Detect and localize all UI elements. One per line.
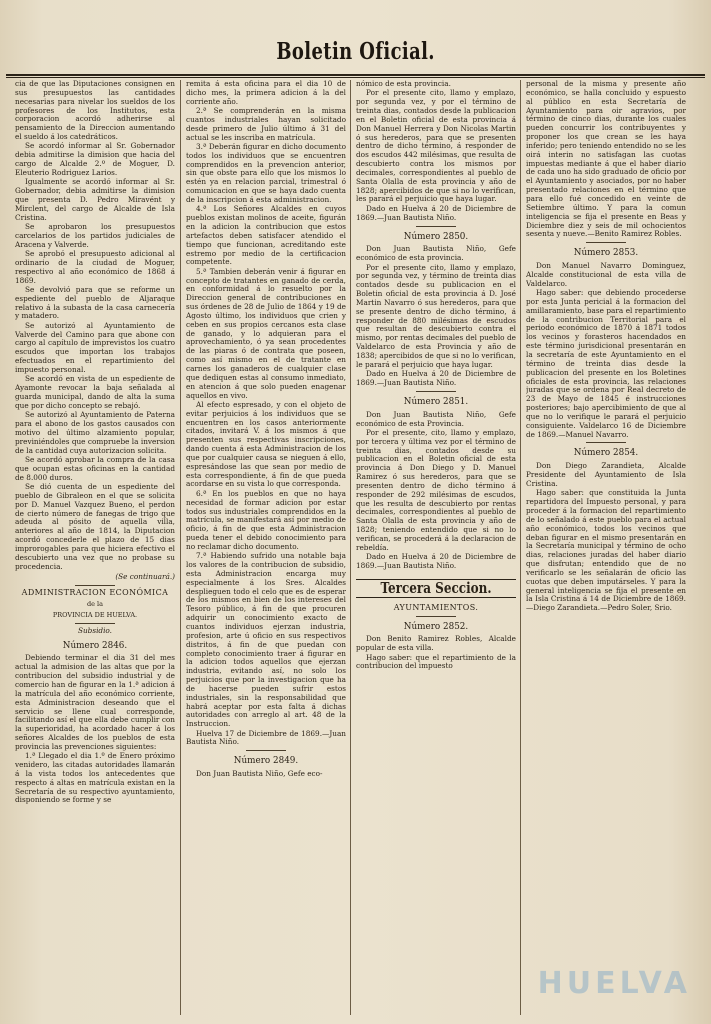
paragraph: Se autorizó al Ayuntamiento de Valverde del Camino para que abone con cargo al capítulo de imprevistos los cuatro escudos que importan los trabajos efectuados en el repartimiento del impuesto personal.	[15, 320, 175, 374]
paragraph: Se acordó informar al Sr. Gobernador debia admitirse la dimision que hacia del cargo de Alcalde 2.º de Moguer, D. Eleuterio Rodriguez Larios.	[15, 141, 175, 177]
paragraph: Hago saber: que constituida la Junta repartidora del Impuesto personal, y para proceder á la formacion del repartimiento de lo señalado á este pueblo para el actual año económico, todos los vecinos que deban figurar en el mismo presentarán en la Secretaría municipal y término de ocho dias, relaciones juradas del haber diario que disfrutan; entendido que de no verificarlo se les señalarán de oficio las cuotas que deben imputárseles. Y para la general inteligencia se fija el presente en la Isla Cristina á 14 de Diciembre de 1869.—Diego Zarandieta.—Pedro Soler, Srio.	[526, 488, 686, 613]
signature: Huelva 17 de Diciembre de 1869.—Juan Bautista Niño.	[186, 728, 346, 747]
divider	[75, 585, 115, 586]
paragraph: 5.ª Tambien deberán venir á figurar en concepto de tratantes en ganado de cerda, en conformidad á lo resuelto por la Direccion general de contribuciones en sus órdenes de 28 de Julio de 1864 y 19 de Agosto último, los individuos que crien y ceben en sus propios cercanos esta clase de ganado, y lo adquieran para el aprovechamiento, ó ya sean procedentes de las piaras ó de contrata que poseen, como así mismo en el de tratante en carnes los ganaderos de cualquier clase que dediquen estas al consumo inmediato, en atencion á que solo pueden enagenar aquellos en vivo.	[186, 266, 346, 400]
header-rule-thin	[6, 77, 705, 78]
divider	[586, 242, 626, 243]
paragraph: Por el presente cito, llamo y emplazo, por segunda vez, y término de treinta dias contados desde su publicacion en el Boletin oficial de esta provincia á D. José Martin Navarro ó sus herederos, para que se presente dentro de dicho término, á responder de 880 milésimas de escudos que resultan de descubierto contra el mismo, por rentas decimales del pueblo de Valdelarco de esta Provincia y año de 1838; apercibidos de que si no lo verifican, le parará el perjuicio que haya lugar.	[356, 262, 516, 369]
subsection-title: Subsidio.	[77, 625, 113, 635]
paragraph: Se autorizó al Ayuntamiento de Paterna para el abono de los gastos causados con motivo del último alzamiento popular, previniéndoles que compruebe la inversion de la cantidad cuya autorizacion solicita.	[15, 410, 175, 455]
notice-number: Número 2853.	[573, 248, 639, 259]
paragraph: Se aprobó el presupuesto adicional al ordinario de la ciudad de Moguer, respectivo al año económico de 1868 á 1869.	[15, 249, 175, 285]
column-3	[356, 80, 516, 1015]
paragraph: 3.ª Deberán figurar en dicho documento todos los individuos que se encuentren comprendidos en la prevencion anterior, sin que obste para ello que los mismos lo estén ya en relacion parcial, trimestral ó comunicacion en que se haya dado cuenta de la inscripcion á esta administracion.	[186, 141, 346, 204]
paragraph: Hago saber: que debiendo procederse por esta Junta pericial á la formacion del amillaramiento, base para el repartimiento de la contribucion Territorial para el periodo económico de 1870 á 1871 todos los vecinos y forasteros hacendados en este término jurisdicional presentarán en la secretaría de este Ayuntamiento en el término de treinta dias desde la publicacion del presente en los Boletines oficiales de esta provincia, las relaciones juradas que se ordena por Real decreto de 23 de Mayo de 1845 é instrucciones posteriores; bajo apercibimiento de que al que no lo verifique le parará el perjuicio consiguiente. Valdelarco 16 de Diciembre de 1869.—Manuel Navarro.	[526, 288, 686, 439]
notice-number: Número 2849.	[233, 756, 299, 767]
divider	[75, 623, 115, 624]
continued-note: (Se continuará.)	[115, 572, 175, 582]
column-divider	[180, 80, 181, 1015]
paragraph: Igualmente se acordó informar al Sr. Gobernador, debia admitirse la dimision que presenta D. Pedro Miravént y Mirclent, del cargo de Alcalde de Isla Cristina.	[15, 177, 175, 222]
paragraph: remita á esta oficina para el dia 10 de dicho mes, la primera adicion á la del corriente año.	[186, 80, 346, 106]
section-province: PROVINCIA DE HUELVA.	[52, 610, 138, 619]
notice-number: Número 2851.	[403, 396, 469, 407]
paragraph: Se acordó aprobar la compra de la casa que ocupan estas oficinas en la cantidad de 8.000 duros.	[15, 454, 175, 482]
paragraph: 4.ª Los Señores Alcaldes en cuyos pueblos existan molinos de aceite, figurán en la adicion la contribucion que estos artefactos deben satisfacer atendido el tiempo que funcionan, acreditando este estremo por medio de la certificacion competente.	[186, 204, 346, 267]
column-4	[526, 80, 686, 1015]
paragraph: Hago saber: que el repartimiento de la contribucion del impuesto	[356, 652, 516, 671]
column-divider	[350, 80, 351, 1015]
paragraph: Don Juan Bautista Niño, Gefe económico de esta Provincia.	[356, 409, 516, 428]
notice-number: Número 2852.	[403, 621, 469, 632]
header-rule	[6, 74, 705, 76]
paragraph: nómico de esta provincia.	[356, 80, 451, 88]
notice-number: Número 2846.	[62, 640, 128, 651]
paragraph: 6.ª En los pueblos en que no haya necesidad de formar adicion por estar todos sus industriales comprendidos en la matrícula, se manifestará así por medio de oficio, á fin de que esta Administracion pueda tener el debido conocimiento para no reclamar dicho documento.	[186, 488, 346, 551]
paragraph: Don Manuel Navarro Dominguez, Alcalde constitucional de esta villa de Valdelarco.	[526, 261, 686, 288]
column-divider	[520, 80, 521, 1015]
signature: Dado en Huelva á 20 de Diciembre de 1869.—Juan Bautista Niño.	[356, 552, 516, 571]
paragraph: Debiendo terminar el dia 31 del mes actual la admision de las altas que por la contribucion del subsidio industrial y de comercio han de figurar en la 1.ª adicion á la matrícula del año económico corriente, esta Administracion deseando que el servicio se llene cual corresponde, facilitando así el que ella debe cumplir con la superioridad, ha acordado hacer á los señores Alcaldes de los pueblos de esta provincia las prevenciones siguientes:	[15, 653, 175, 751]
page-title: Boletin Oficial.	[276, 38, 435, 65]
archive-watermark: HUELVA	[537, 966, 691, 1001]
notice-number: Número 2854.	[573, 448, 639, 459]
paragraph: 1.ª Llegado el dia 1.º de Enero próximo venidero, las citadas autoridades llamarán á la vista todos los antecedentes que respecto á altas en matrícula existan en la Secretaría de su respectivo ayuntamiento, disponiendo se forme y se	[15, 751, 175, 805]
paragraph: Por el presente, cito, llamo y emplazo, por tercera y última vez por el término de treinta dias, contados desde su publicacion en el Boletin oficial de esta provincia á Don Diego y D. Manuel Ramirez ó sus herederos, para que se presenten dentro de dicho término á responder de 292 milésimas de escudos, que les resulta de descubierto por rentas decimales, correspondientes al pueblo de Santa Olalla de esta provincia y año de 1828; teniendo entendido que si no lo verifican, se procederá á la declaracion de rebeldía.	[356, 427, 516, 552]
section-heading: AYUNTAMIENTOS.	[393, 602, 479, 612]
notice-number: Número 2850.	[403, 231, 469, 242]
paragraph: Don Diego Zarandieta, Alcalde Presidente del Ayuntamiento de Isla Cristina.	[526, 461, 686, 488]
section-heading: ADMINISTRACION ECONÓMICA	[21, 588, 169, 598]
column-1	[15, 80, 175, 1015]
paragraph: Por el presente cito, llamo y emplazo, por segunda vez, y por el término de treinta dias, contados desde la publicacion en el Boletin oficial de esta provincia á Don Manuel Herrera y Don Nicolas Martin ó sus herederos, para que se presenten dentro de dicho término, á responder de dos escudos 442 milésimas, que resulta de descubierto contra los mismos por decimales, correspondientes al pueblo de Santa Olalla de esta provincia y año de 1828; apercibidos de que si no lo verifican, les parará el perjuicio que haya lugar.	[356, 88, 516, 204]
paragraph: Don Juan Bautista Niño, Gefe eco-	[196, 769, 323, 779]
section-subheading: de la	[86, 600, 104, 609]
paragraph: Don Juan Bautista Niño, Gefe económico de esta provincia.	[356, 244, 516, 263]
paragraph: personal de la misma y presente año económico, se halla concluido y espuesto al público en esta Secretaría de Ayuntamiento para oir agravios, por término de cinco dias, durante los cuales pueden concurrir los contribuyentes y proponer los que crean se les haya inferido; pero teniendo entendido no se les oirá interin no satisfagan las cuotas impuestas mediante á que el haber diario de cada uno ha sido graduado de oficio por el Ayuntamiento y asociados, por no haber presentado relaciones en el término que para ello fué concedido en veinte de Setiembre último. Y para la comun inteligencia se fija el presente en Beas y Diciembre diez y seis de mil ochocientos sesenta y nueve.—Benito Ramirez Robles.	[526, 80, 686, 239]
section-title: Tercera Seccion.	[380, 578, 492, 597]
paragraph: cia de que las Diputaciones consignen en sus presupuestos las cantidades necesarias para nivelar los sueldos de los profesores de los Institutos, esta corporacion acordó adherirse al pensamiento de la Direccion aumentando el sueldo á los catedráticos.	[15, 80, 175, 142]
masthead	[0, 38, 711, 78]
paragraph: 2.ª Se comprenderán en la misma cuantos industriales hayan solicitado desde primero de Julio último á 31 del actual se les inscriba en matrícula.	[186, 106, 346, 142]
paragraph: Se aprobaron los presupuestos carcelarios de los partidos judiciales de Aracena y Valverde.	[15, 222, 175, 249]
divider	[416, 616, 456, 617]
paragraph: Al efecto espresado, y con el objeto de evitar perjuicios á los individuos que se encuentren en los casos anteriormente citados, invitará V. á los mismos á que presenten sus respectivas inscripciones, dando cuenta á esta Administracion de los que por cualquier causa se nieguen á ello, espresándose las que sean por medio de esta correspondiente, á fin de que pueda acordarse en su vista lo que corresponda.	[186, 399, 346, 489]
signature: Dado en Huelva á 20 de Diciembre de 1869.—Juan Bautista Niño.	[356, 369, 516, 387]
paragraph: Se devolvió para que se reforme un espediente del pueblo de Aljaraque relativo á la subasta de la casa carnecería y matadero.	[15, 284, 175, 321]
signature: Dado en Huelva á 20 de Diciembre de 1869.—Juan Bautista Niño.	[356, 203, 516, 222]
divider	[416, 391, 456, 392]
paragraph: 7.ª Habiendo sufrido una notable baja los valores de la contribucion de subsidio, esta Administracion encarga muy especialmente á los Sres. Alcaldes desplieguen todo el celo que es de esperar de los mismos en bien de los intereses del Tesoro público, á fin de que procuren adquirir un conocimiento exacto de cuantos individuos ejerzan industria, profesion, arte ú oficio en sus respectivos distritos, á fin de que puedan con completo conocimiento traer á figurar en la adicion todos aquellos que ejerzan industria, evitando así, no solo los perjuicios que por la investigacion que ha de hacerse pueden sufrir estos industriales, sin la responsabilidad que habrá aceptar por esta falta á dichas autoridades con arreglo al art. 48 de la Instruccion.	[186, 551, 346, 729]
divider	[586, 442, 626, 443]
column-2	[186, 80, 346, 1015]
section-banner	[356, 579, 516, 598]
divider	[416, 226, 456, 227]
paragraph: Se dió cuenta de un espediente del pueblo de Gibraleon en el que se solicita por D. Manuel Vazquez Bueno, el perdon de cierto número de fanegas de trigo que adeuda al pósito de aquella villa, anteriores al año de 1814, la Diputacion acordó concederle el plazo de 15 dias improrogables para que hiciera efectivo el descubierto una vez que no probase su procedencia.	[15, 481, 175, 571]
paragraph: Se acordó en vista de un espediente de Ayamonte revocar la baja señalada al guarda municipal, dando de alta la suma que por dicho concepto se rebajó.	[15, 374, 175, 410]
paragraph: Don Benito Ramirez Robles, Alcalde popular de esta villa.	[356, 634, 516, 653]
divider	[246, 750, 286, 751]
